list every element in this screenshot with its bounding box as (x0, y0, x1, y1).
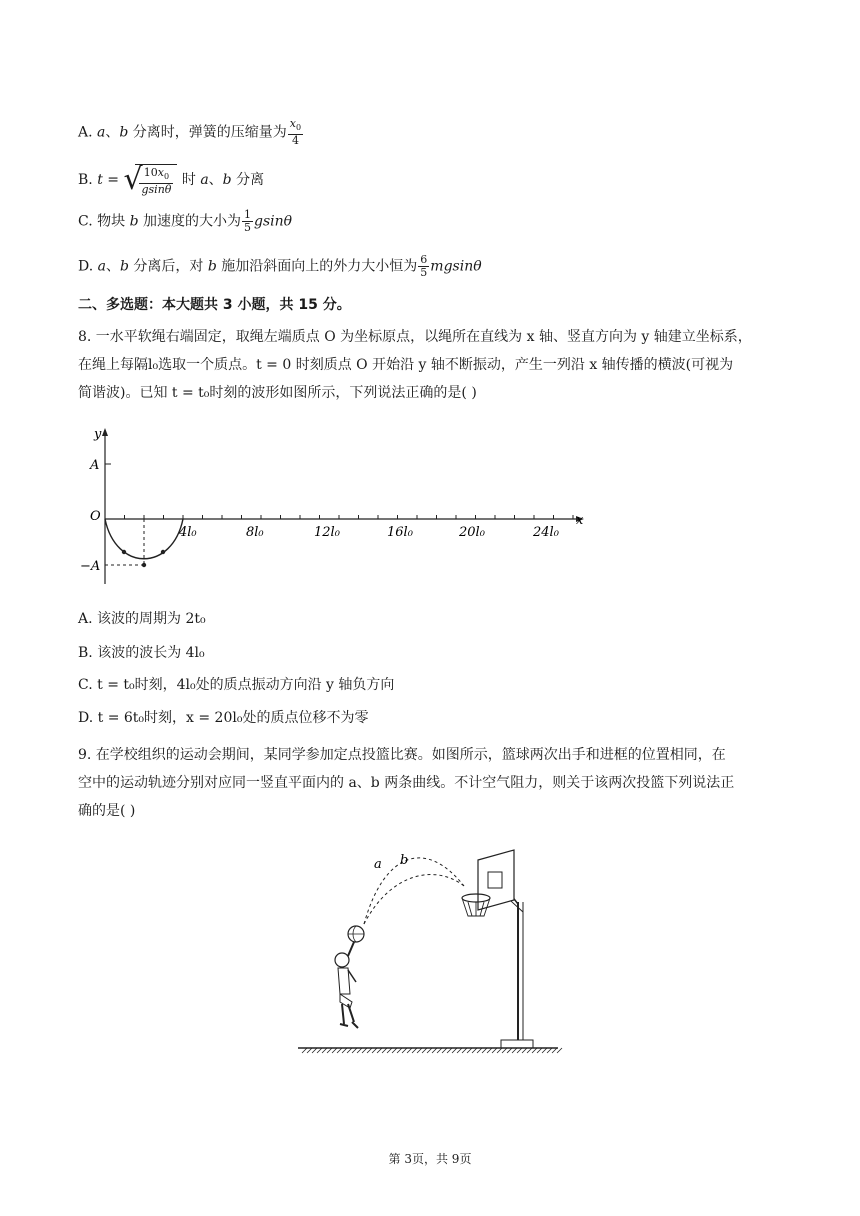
tick-label-16l0: 16l₀ (387, 525, 413, 540)
page-footer: 第 3页，共 9页 (388, 1152, 472, 1166)
option-letter: C. (78, 213, 93, 230)
curve-a-label: a (374, 857, 382, 872)
amplitude-label: A (90, 458, 100, 473)
option-letter: A. (78, 124, 93, 141)
q8-option-d: D. t = 6t₀时刻，x = 20l₀处的质点位移不为零 (78, 710, 369, 726)
tick-label-4l0: 4l₀ (179, 525, 197, 540)
trajectory-b (364, 875, 464, 924)
q8-line-1: 8. 一水平软绳右端固定，取绳左端质点 O 为坐标原点，以绳所在直线为 x 轴、竖直方向为 y 轴建立坐标系， (78, 329, 752, 345)
tick-label-12l0: 12l₀ (314, 525, 340, 540)
y-axis-label: y (94, 427, 102, 442)
q7-option-b: B. t = √ $\frac{10x_0}{gsin\theta}$ 时 a、b 分离 (78, 162, 265, 197)
section-title: 二、多选题：本大题共 3 小题，共 15 分。 (78, 297, 351, 313)
q8-line-2: 在绳上每隔l₀选取一个质点。t = 0 时刻质点 O 开始沿 y 轴不断振动，产生一列沿 x 轴传播的横波(可视为 (78, 357, 734, 373)
option-text: 施加沿斜面向上的外力大小恒为 (216, 258, 418, 275)
tick-label-24l0: 24l₀ (533, 525, 559, 540)
option-text: 分离时，弹簧的压缩量为 (128, 124, 287, 141)
fraction-1-5: $\frac{1}{5}$ (244, 208, 251, 234)
wave-figure (78, 424, 598, 594)
option-text: 加速度的大小为 (138, 213, 241, 230)
option-text: 分离 (231, 172, 265, 189)
q8-option-c: C. t = t₀时刻，4l₀处的质点振动方向沿 y 轴负方向 (78, 677, 395, 693)
option-text: 、 (105, 124, 120, 141)
neg-amplitude-label: −A (80, 559, 101, 574)
math-b: b (119, 124, 129, 141)
tick-label-8l0: 8l₀ (246, 525, 264, 540)
option-letter: D. (78, 258, 94, 275)
x-axis-label: x (576, 513, 584, 528)
option-letter: B. (78, 172, 93, 189)
math-a: a (97, 124, 106, 141)
q7-option-d: D. a、b 分离后，对 b 施加沿斜面向上的外力大小恒为 $\frac{6}{5}$ mgsinθ (78, 253, 482, 279)
option-text: 分离后，对 (128, 258, 208, 275)
fraction-6-5: $\frac{6}{5}$ (420, 253, 428, 279)
q7-option-a (78, 118, 304, 147)
basketball-figure (296, 842, 566, 1060)
q9-line-2: 空中的运动轨迹分别对应同一竖直平面内的 a、b 两条曲线。不计空气阻力，则关于该两次投篮下列说法正 (78, 775, 735, 791)
q8-option-b: B. 该波的波长为 4l₀ (78, 645, 205, 661)
question-8 (78, 323, 786, 407)
option-text: 物块 (92, 213, 130, 230)
option-text: 、 (208, 172, 223, 189)
origin-label: O (90, 509, 101, 524)
option-text: 时 (177, 172, 201, 189)
option-text: 、 (106, 258, 120, 275)
math-t: t (97, 172, 103, 189)
q9-line-1: 9. 在学校组织的运动会期间，某同学参加定点投篮比赛。如图所示，篮球两次出手和进框的位置相同，在 (78, 747, 726, 763)
q7-option-c: C. 物块 b 加速度的大小为 $\frac{1}{5}$ gsinθ (78, 208, 293, 234)
question-9 (78, 741, 786, 825)
curve-b-label: b (400, 853, 409, 868)
tick-label-20l0: 20l₀ (459, 525, 485, 540)
q8-option-a: A. 该波的周期为 2t₀ (78, 611, 206, 627)
q9-line-3: 确的是( ) (78, 803, 136, 819)
fraction-x0-over-4: $\frac{x_0}{4}$ (289, 117, 302, 148)
sqrt-expression: √ $\frac{10x_0}{gsin\theta}$ (123, 164, 177, 196)
q8-line-3: 简谐波)。已知 t = t₀时刻的波形如图所示，下列说法正确的是( ) (78, 385, 477, 401)
